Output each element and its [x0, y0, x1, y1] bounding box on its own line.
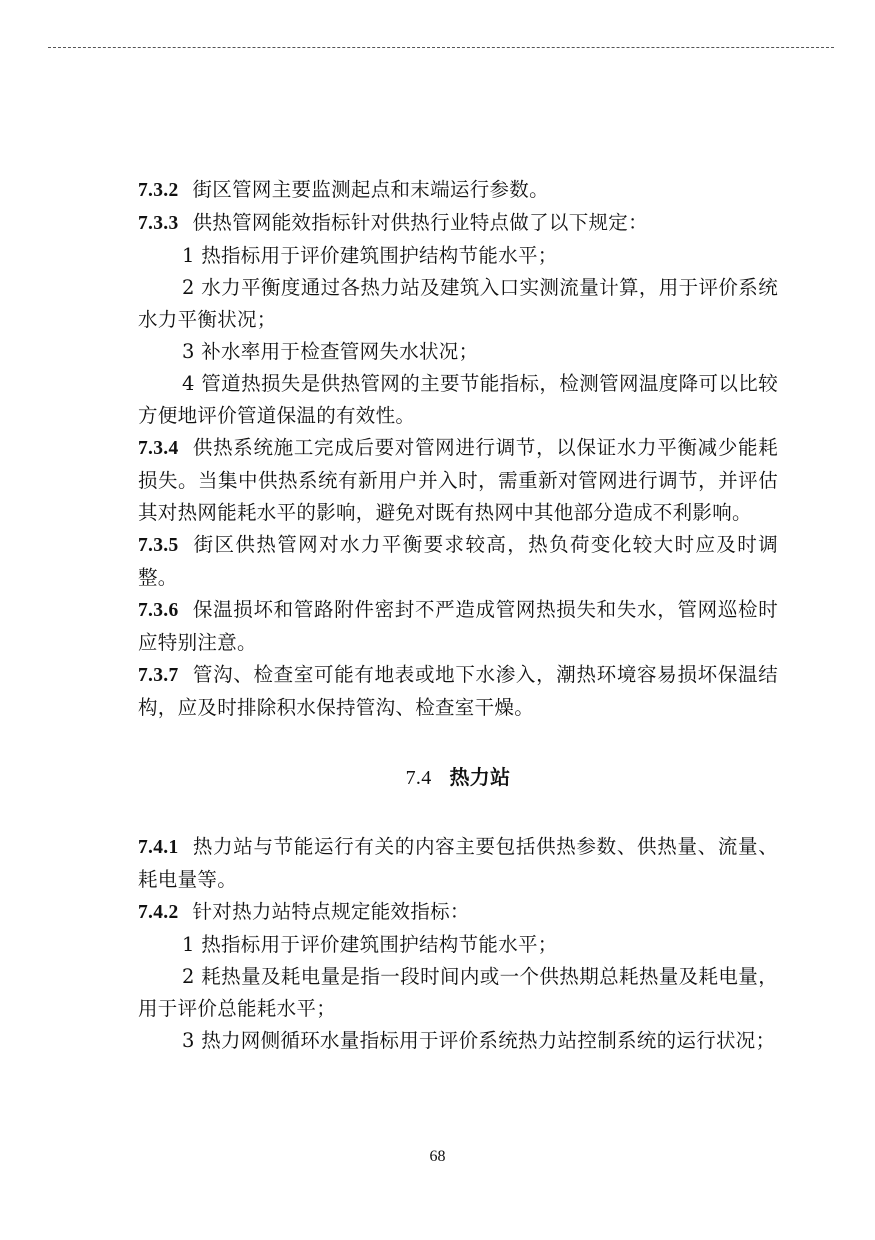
section-number: 7.4 [405, 767, 432, 789]
clause-number: 7.3.6 [138, 600, 179, 621]
list-item: 3 补水率用于检查管网失水状况； [182, 340, 479, 363]
clause-text: 保温损坏和管路附件密封不严造成管网热损失和失水，管网巡检时应特别注意。 [138, 598, 778, 654]
clause-7-3-6 [138, 594, 778, 659]
section-heading [138, 761, 778, 794]
clause-number: 7.3.7 [138, 665, 179, 686]
document-body [138, 174, 778, 1057]
clause-number: 7.4.2 [138, 902, 179, 923]
list-item: 3 热力网侧循环水量指标用于评价系统热力站控制系统的运行状况； [182, 1029, 776, 1052]
header-rule [48, 47, 834, 48]
clause-7-3-5 [138, 529, 778, 594]
clause-number: 7.3.5 [138, 535, 179, 556]
clause-7-3-3 [138, 207, 778, 240]
list-item: 1 热指标用于评价建筑围护结构节能水平； [182, 244, 558, 267]
clause-text: 街区供热管网对水力平衡要求较高，热负荷变化较大时应及时调整。 [138, 533, 778, 589]
clause-7-3-4 [138, 432, 778, 529]
clause-7-4-2 [138, 896, 778, 929]
clause-text: 供热管网能效指标针对供热行业特点做了以下规定： [192, 211, 648, 234]
clause-text: 热力站与节能运行有关的内容主要包括供热参数、供热量、流量、耗电量等。 [138, 835, 778, 891]
section-title: 热力站 [449, 765, 511, 789]
list-item: 2 水力平衡度通过各热力站及建筑入口实测流量计算，用于评价系统水力平衡状况； [138, 276, 778, 331]
clause-number: 7.3.3 [138, 213, 179, 234]
clause-text: 供热系统施工完成后要对管网进行调节，以保证水力平衡减少能耗损失。当集中供热系统有新用户并入时，需重新对管网进行调节，并评估其对热网能耗水平的影响，避免对既有热网中其他部分造成不利影响。 [138, 436, 778, 524]
clause-number: 7.3.4 [138, 438, 179, 459]
list-item: 1 热指标用于评价建筑围护结构节能水平； [182, 933, 558, 956]
page-number: 68 [429, 1148, 446, 1165]
clause-text: 针对热力站特点规定能效指标： [192, 900, 470, 923]
list-item: 4 管道热损失是供热管网的主要节能指标，检测管网温度降可以比较方便地评价管道保温的有效性。 [138, 372, 778, 427]
clause-7-3-7 [138, 659, 778, 724]
list-item: 2 耗热量及耗电量是指一段时间内或一个供热期总耗热量及耗电量，用于评价总能耗水平； [138, 965, 778, 1020]
clause-7-4-1 [138, 831, 778, 896]
clause-7-3-2 [138, 174, 778, 207]
clause-number: 7.4.1 [138, 837, 179, 858]
clause-number: 7.3.2 [138, 180, 179, 201]
clause-text: 街区管网主要监测起点和末端运行参数。 [192, 178, 549, 201]
clause-text: 管沟、检查室可能有地表或地下水渗入，潮热环境容易损坏保温结构，应及时排除积水保持管沟、检查室干燥。 [138, 663, 778, 719]
